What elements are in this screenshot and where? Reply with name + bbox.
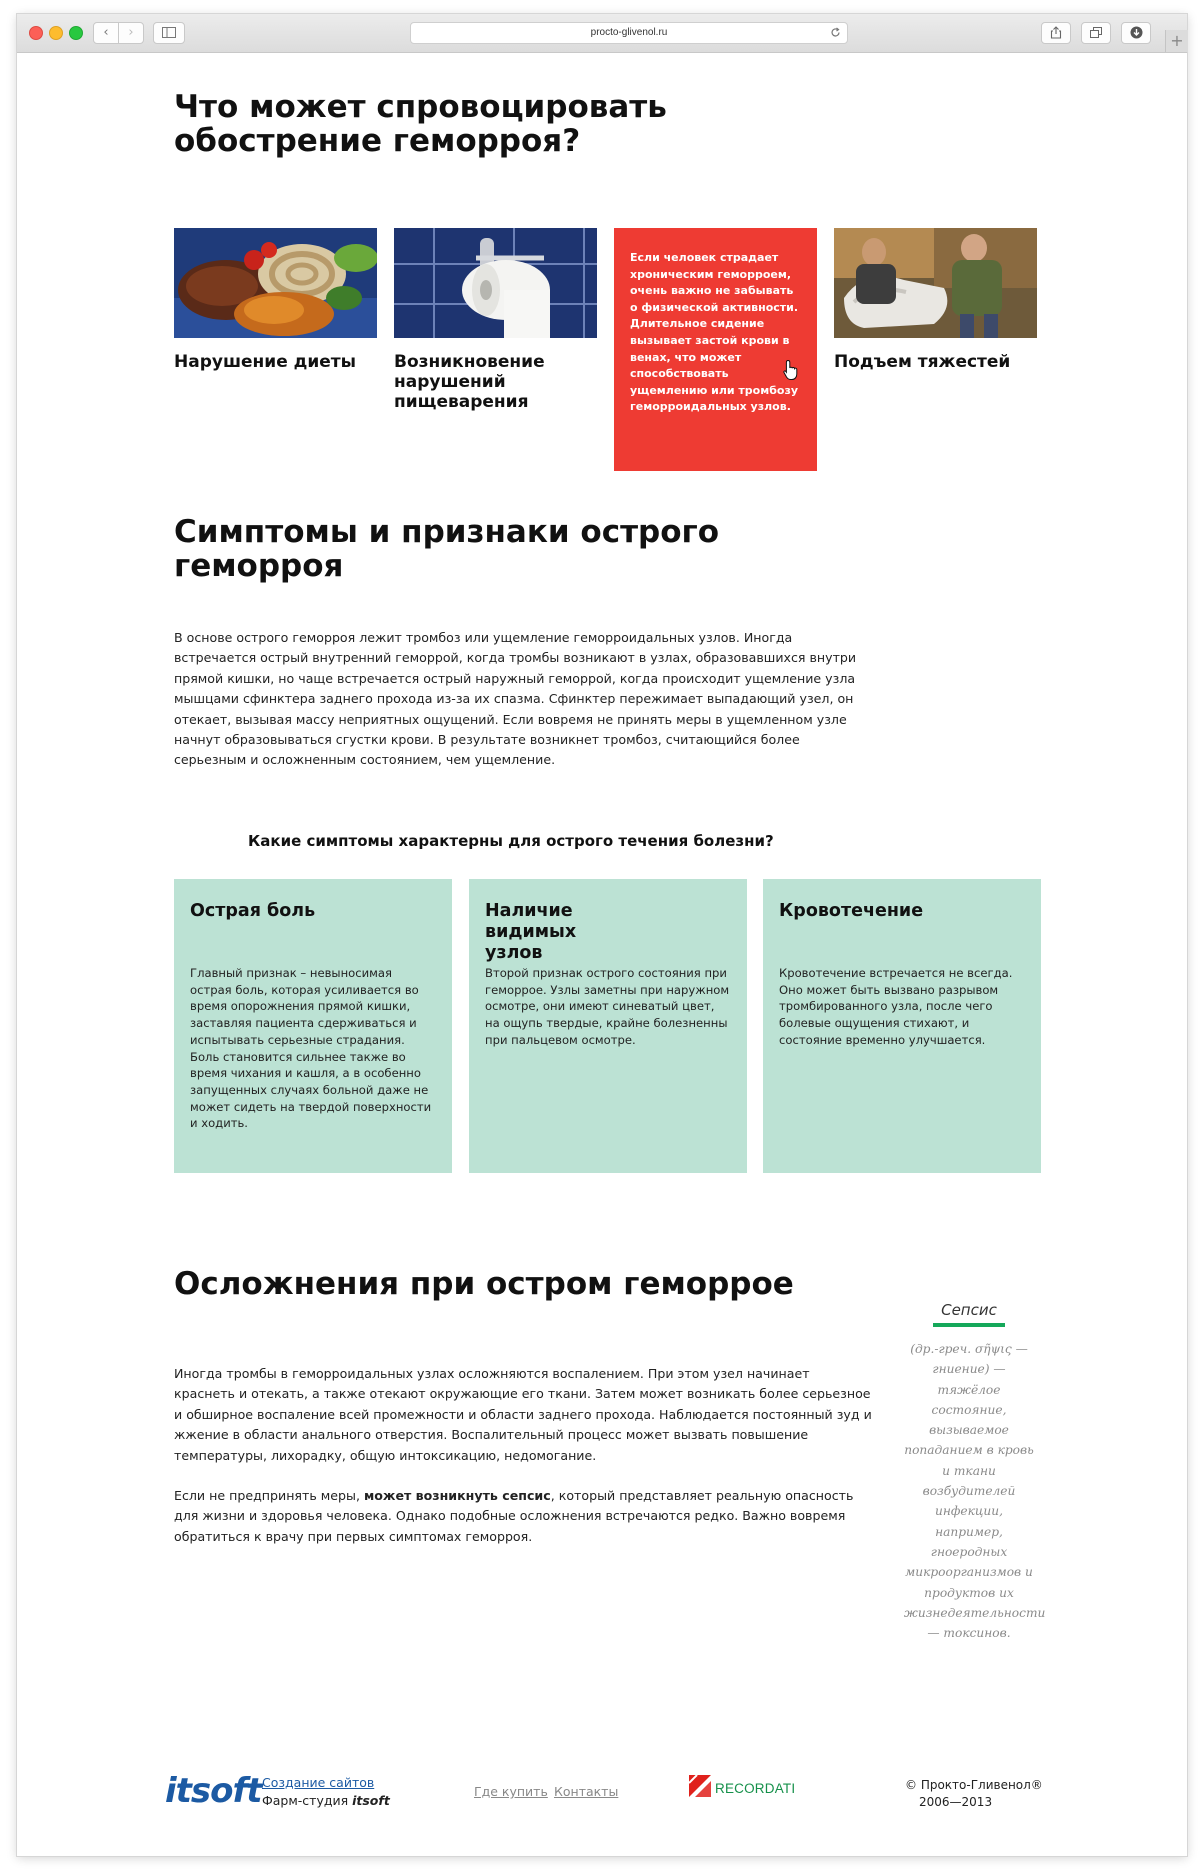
hand-cursor-icon [783,359,799,381]
copyright [905,1777,1043,1811]
section-title-complications: Осложнения при остром геморрое [174,1266,794,1302]
reload-icon[interactable] [830,23,841,44]
section-title-triggers: Что может спровоцировать обострение геморроя? [174,89,667,159]
new-tab-button[interactable] [1165,30,1188,52]
sidebar-toggle-button[interactable] [153,22,185,44]
download-icon [1130,26,1143,39]
footer [17,1769,1187,1829]
symptom-card-pain [174,879,452,1173]
section-title-symptoms: Симптомы и признаки острого геморроя [174,514,720,584]
symptom-card-nodes [469,879,747,1173]
toilet-paper-photo [394,228,597,338]
sidenote-term: Сепсис [941,1301,997,1319]
activity-info-text: Если человек страдает хроническим геморроем, очень важно не забывать о физической активности. Длительное сидение вызывает застой крови в венах, что может способствовать ущемлению или тромбозу геморроидальных узлов. [630,251,799,414]
zoom-window-button[interactable] [69,26,83,40]
symptom-title: Кровотечение [779,901,924,921]
recordati-mark-icon [689,1775,711,1797]
plus-icon: + [1170,31,1184,50]
symptoms-question: Какие симптомы характерны для острого течения болезни? [248,832,774,850]
forward-button[interactable] [118,22,144,44]
recordati-text: RECORDATI [715,1781,796,1796]
browser-toolbar [17,14,1187,53]
where-to-buy-link[interactable]: Где купить [474,1784,548,1799]
activity-info-card [614,228,817,471]
copyright-text: © Прокто-Гливенол® [905,1778,1043,1792]
symptom-text: Кровотечение встречается не всегда. Оно может быть вызвано разрывом тромбированного узла, после чего болевые ощущения стихают, и состояние временно улучшается. [779,966,1013,1047]
chevron-left-icon: ‹ [103,25,109,40]
card-caption-diet: Нарушение диеты [174,352,357,372]
contacts-link[interactable]: Контакты [554,1784,619,1799]
sepsis-text-before: Если не предпринять меры, [174,1488,364,1503]
sepsis-warning-text [174,1486,874,1547]
movers-lifting-sofa-photo [834,228,1037,338]
symptom-card-bleeding [763,879,1041,1173]
itsoft-logo[interactable]: itsoft [165,1771,262,1811]
food-photo [174,228,377,338]
minimize-window-button[interactable] [49,26,63,40]
sepsis-definition-note [904,1301,1046,1643]
url-text: procto-glivenol.ru [590,27,668,38]
card-caption-lifting: Подъем тяжестей [834,352,1011,372]
copyright-years: 2006—2013 [919,1795,993,1809]
browser-window [17,14,1187,1856]
chevron-right-icon: › [128,25,134,40]
share-icon [1050,26,1062,39]
share-button[interactable] [1041,22,1071,44]
tabs-overview-button[interactable] [1081,22,1111,44]
address-bar[interactable] [410,22,848,44]
downloads-button[interactable] [1121,22,1151,44]
sidenote-underline [933,1323,1005,1327]
back-button[interactable] [93,22,119,44]
sidenote-definition: (др.-греч. σῆψις — гниение) — тяжёлое состояние, вызываемое попаданием в кровь и ткани возбудителей инфекции, например, гноеродных микроорганизмов и продуктов их жизнедеятельности — токсинов. [904,1342,1046,1641]
symptom-text: Главный признак – невыносимая острая боль, которая усиливается во время опорожнения прямой кишки, заставляя пациента сдерживаться и испытывать серьезные страдания. Боль становится сильнее также во время чихания и кашля, а в особенно запущенных случаях больной даже не может сидеть на твердой поверхности и ходить. [190,966,432,1131]
sepsis-text-after: , который представляет реальную опасность для жизни и здоровья человека. Однако подобные осложнения встречаются редко. Важно вовремя обратиться к врачу при первых симптомах геморроя. [174,1488,854,1544]
create-sites-link[interactable]: Создание сайтов [262,1775,375,1790]
symptom-title: Наличие видимых узлов [485,901,577,963]
studio-credit-brand: itsoft [352,1793,390,1808]
sepsis-term-link[interactable]: может возникнуть сепсис [363,1488,551,1503]
symptoms-intro-text: В основе острого геморроя лежит тромбоз или ущемление геморроидальных узлов. Иногда встречается острый внутренний геморрой, когда тромбы возникают в узлах, образовавшихся внутри прямой кишки, но чаще встречается острый наружный геморрой, когда происходит ущемление узла мышцами сфинктера заднего прохода из-за их спазма. Сфинктер пережимает выпадающий узел, он отекает, вызывая массу неприятных ощущений. Если вовремя не принять меры в ущемленном узле начнут образовываться сгустки крови. В результате возникнет тромбоз, считающийся более серьезным и осложненным состоянием, чем ущемление. [174,630,857,768]
sidebar-icon [162,27,176,38]
studio-credit [262,1793,390,1808]
complications-text: Иногда тромбы в геморроидальных узлах осложняются воспалением. При этом узел начинает краснеть и отекать, а также отекают окружающие его ткани. Затем может возникать более серьезное и обширное воспаление всей промежности и области заднего прохода. Наблюдается постоянный зуд и жжение в области анального отверстия. Воспалительный процесс может вызвать повышение температуры, лихорадку, общую интоксикацию, недомогание. [174,1366,872,1463]
symptom-text: Второй признак острого состояния при геморрое. Узлы заметны при наружном осмотре, они имеют синеватый цвет, на ощупь твердые, крайне болезненны при пальцевом осмотре. [485,966,730,1047]
close-window-button[interactable] [29,26,43,40]
tabs-icon [1090,27,1103,39]
card-caption-digestion: Возникновение нарушений пищеварения [394,352,545,412]
symptom-title: Острая боль [190,901,316,921]
studio-credit-prefix: Фарм-студия [262,1793,353,1808]
